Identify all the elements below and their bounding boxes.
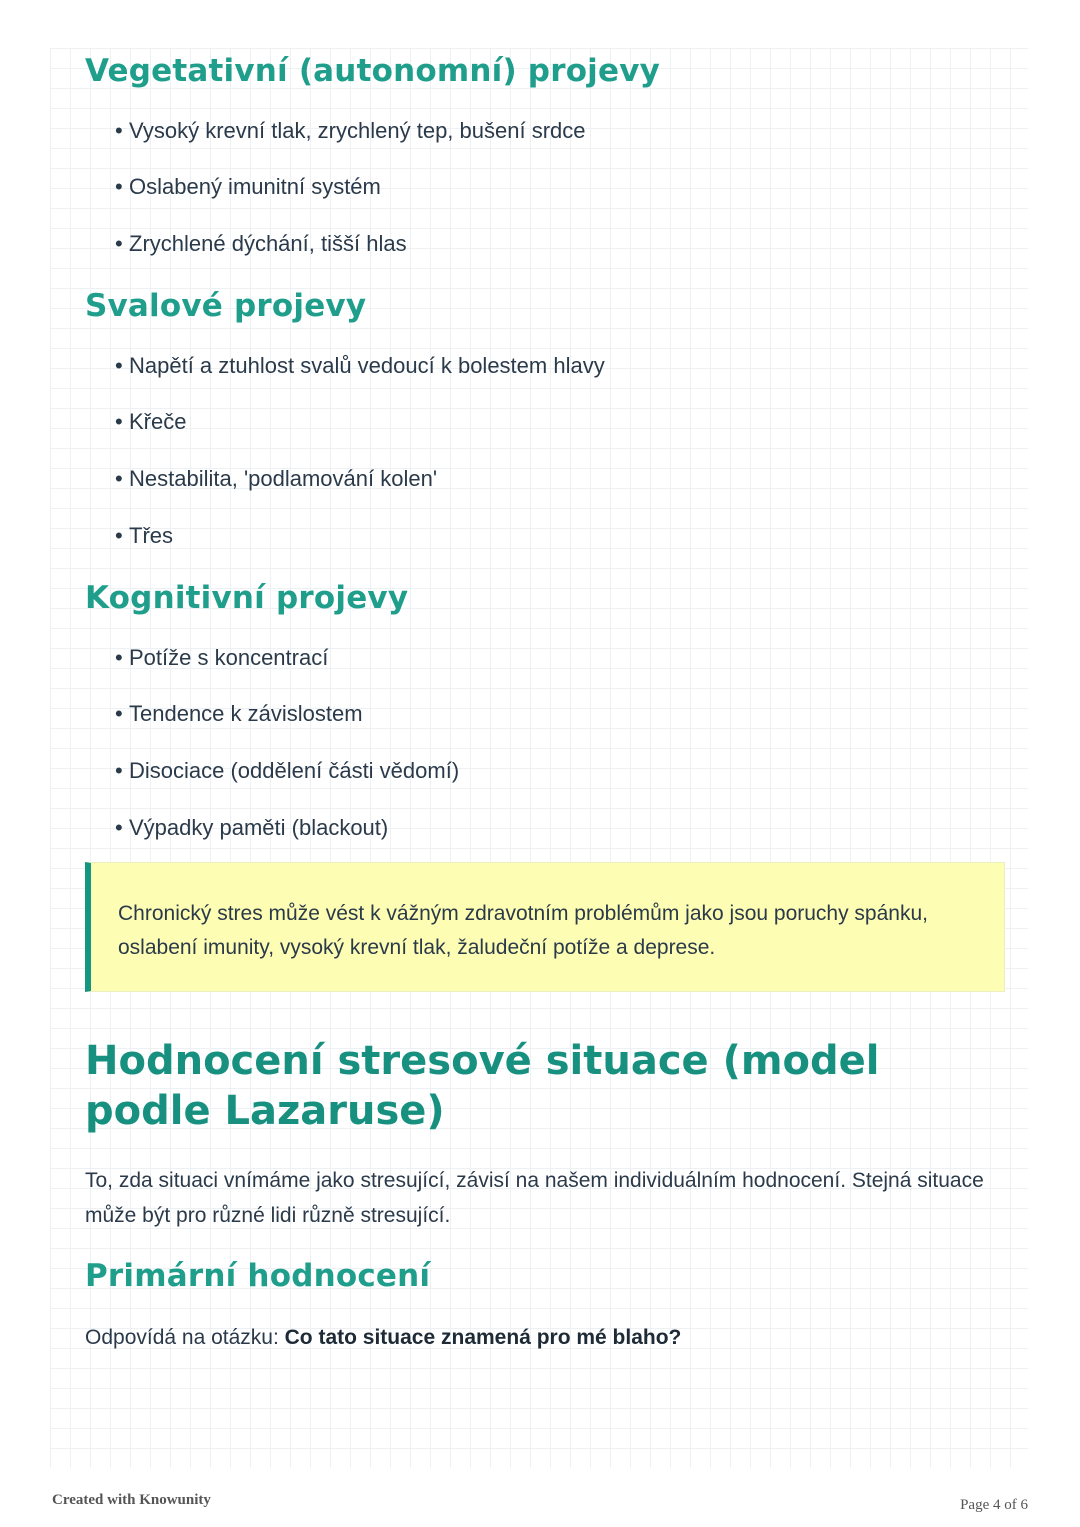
- list-item: • Třes: [115, 523, 173, 548]
- document-page: [50, 48, 1028, 1468]
- list-item: • Napětí a ztuhlost svalů vedoucí k bolestem hlavy: [115, 353, 605, 378]
- list-item: • Oslabený imunitní systém: [115, 174, 381, 199]
- callout-box: [85, 862, 1005, 992]
- page-number: Page 4 of 6: [960, 1497, 1028, 1513]
- heading-cognitive: Kognitivní projevy: [85, 580, 409, 616]
- list-item: • Nestabilita, 'podlamování kolen': [115, 466, 438, 491]
- primary-question: Co tato situace znamená pro mé blaho?: [284, 1326, 682, 1349]
- callout-text: Chronický stres může vést k vážným zdravotním problémům jako jsou poruchy spánku, oslabení imunity, vysoký krevní tlak, žaludeční potíže a deprese.: [118, 902, 928, 959]
- list-item: • Zrychlené dýchání, tišší hlas: [115, 231, 407, 256]
- list-item: • Výpadky paměti (blackout): [115, 815, 389, 840]
- list-item: • Křeče: [115, 409, 187, 434]
- list-item: • Potíže s koncentrací: [115, 645, 329, 670]
- list-item: • Disociace (oddělení části vědomí): [115, 758, 460, 783]
- lazarus-intro: To, zda situaci vnímáme jako stresující, závisí na našem individuálním hodnocení. Stejná situace může být pro různé lidi různě stresující.: [85, 1169, 984, 1227]
- list-item: • Vysoký krevní tlak, zrychlený tep, bušení srdce: [115, 118, 586, 143]
- primary-appraisal-text: Odpovídá na otázku: Co tato situace znamená pro mé blaho?: [85, 1326, 682, 1349]
- heading-vegetative: Vegetativní (autonomní) projevy: [85, 53, 661, 89]
- heading-muscular: Svalové projevy: [85, 288, 367, 324]
- section-title-lazarus: Hodnocení stresové situace (model podle Lazaruse): [85, 1038, 880, 1134]
- list-item: • Tendence k závislostem: [115, 701, 363, 726]
- heading-primary-appraisal: Primární hodnocení: [85, 1258, 431, 1294]
- footer-created-with: Created with Knowunity: [52, 1492, 211, 1508]
